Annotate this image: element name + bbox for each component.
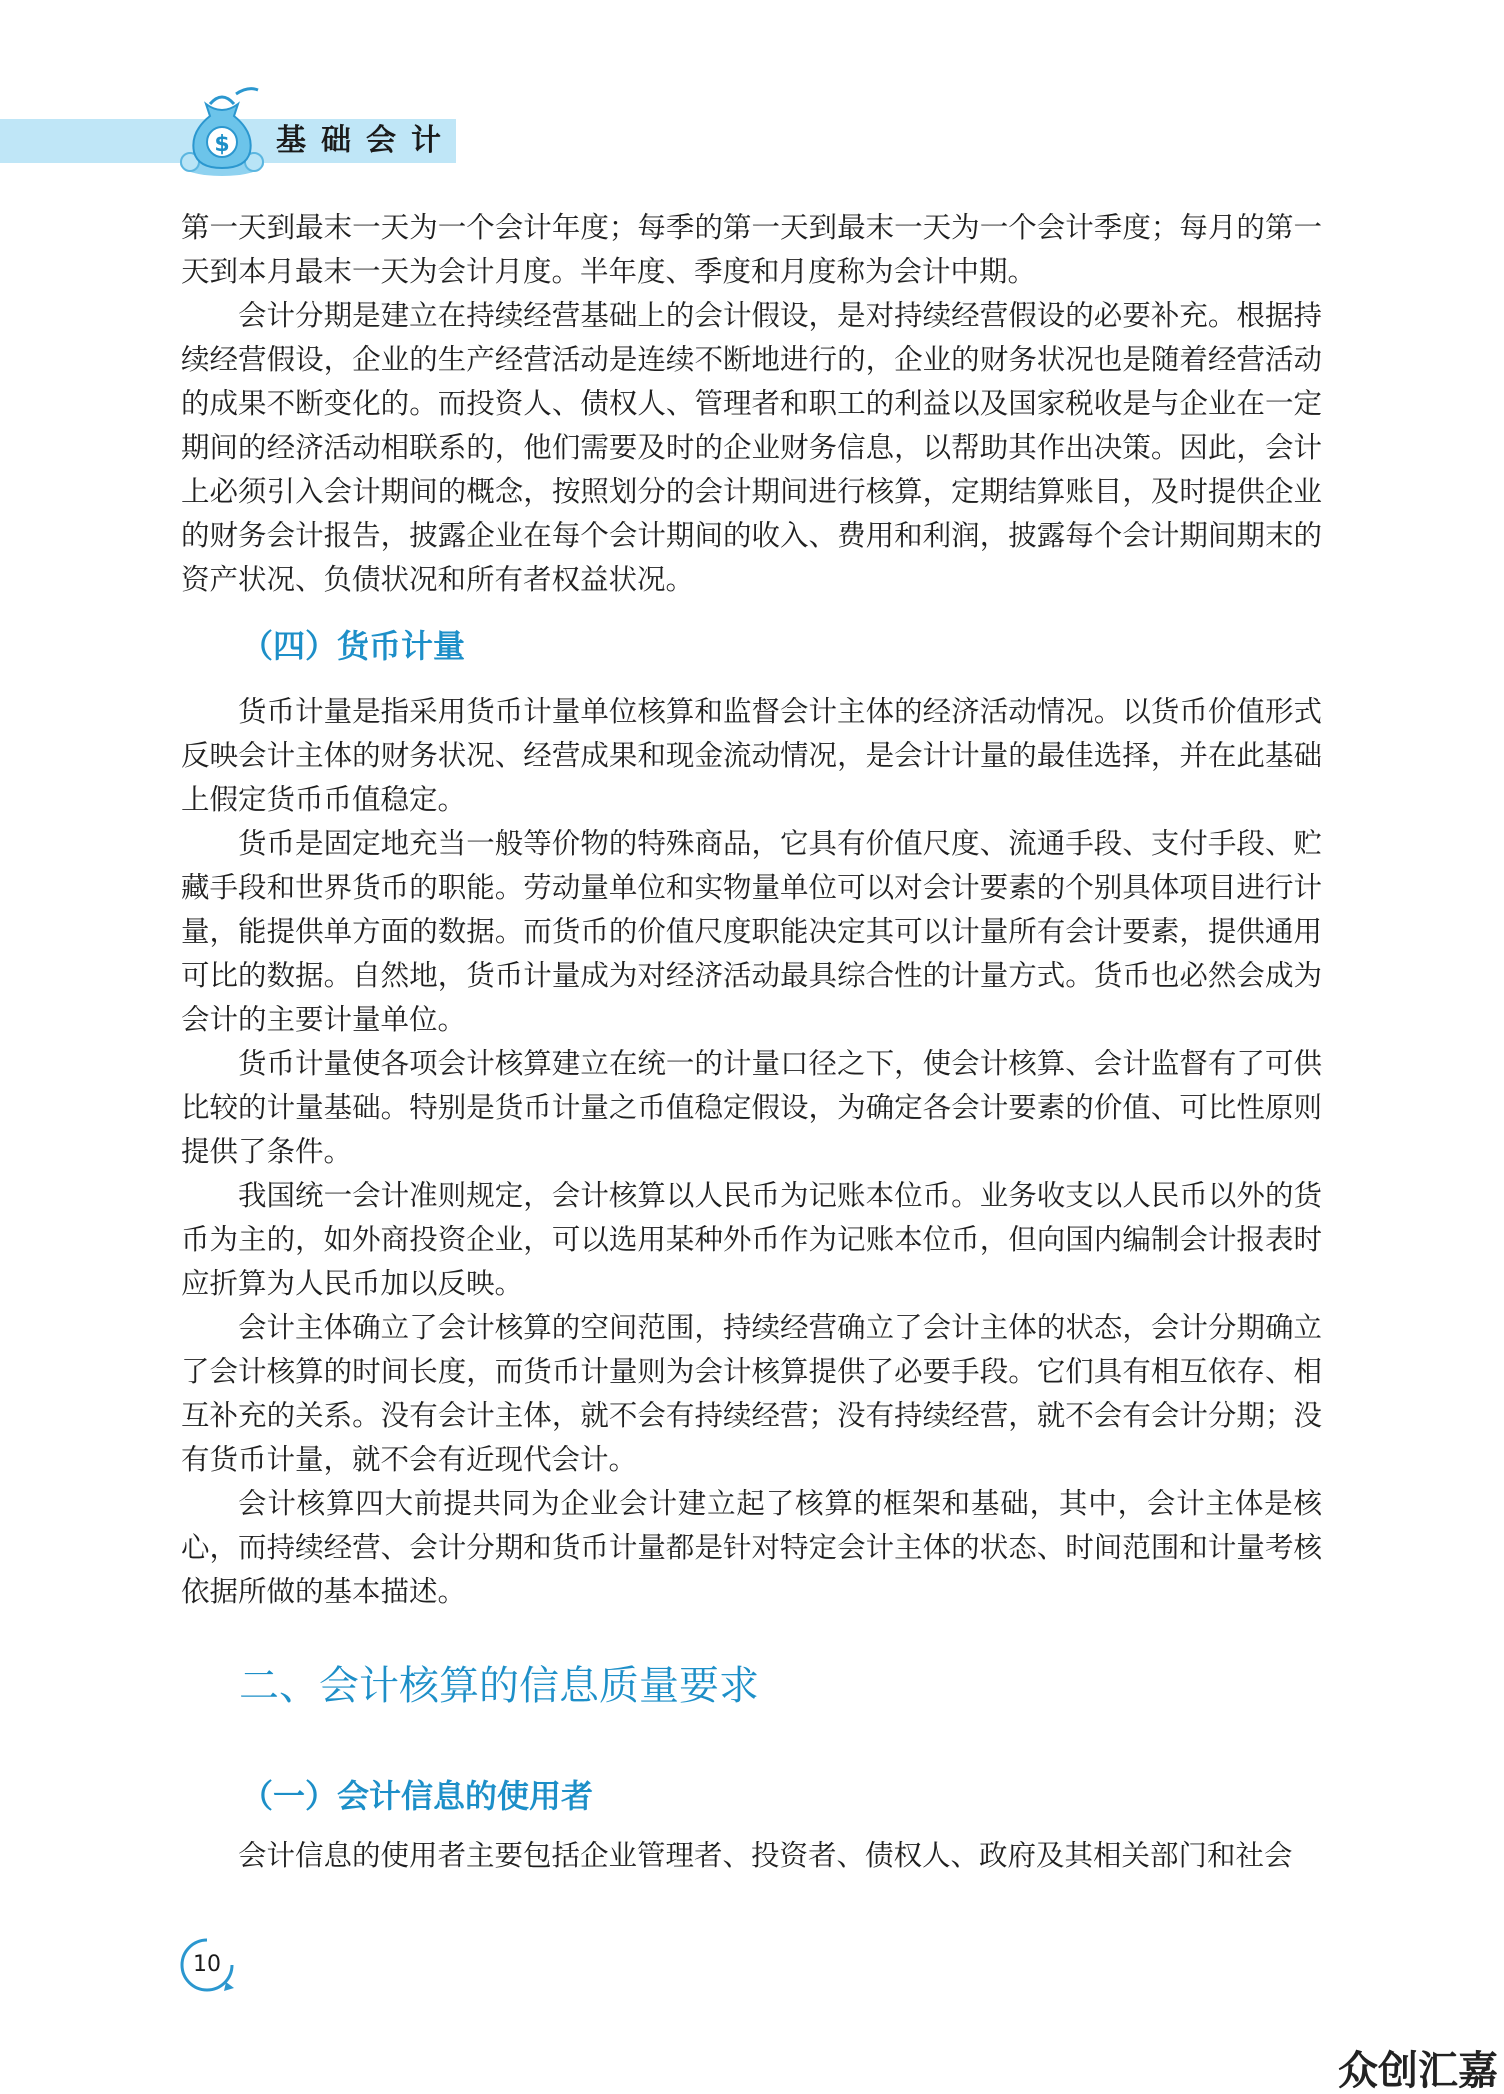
book-title: 基础会计 xyxy=(276,123,456,158)
paragraph-monetary-3: 货币计量使各项会计核算建立在统一的计量口径之下，使会计核算、会计监督有了可供比较的计量基础。特别是货币计量之币值稳定假设，为确定各会计要素的价值、可比性原则提供了条件。 xyxy=(181,1047,1322,1168)
paragraph-monetary-4: 我国统一会计准则规定，会计核算以人民币为记账本位币。业务收支以人民币以外的货币为主的，如外商投资企业，可以选用某种外币作为记账本位币，但向国内编制会计报表时应折算为人民币加以反映。 xyxy=(181,1179,1322,1300)
paragraph-information-users: 会计信息的使用者主要包括企业管理者、投资者、债权人、政府及其相关部门和社会 xyxy=(238,1839,1293,1872)
paragraph-accounting-period: 会计分期是建立在持续经营基础上的会计假设，是对持续经营假设的必要补充。根据持续经营假设，企业的生产经营活动是连续不断地进行的，企业的财务状况也是随着经营活动的成果不断变化的。而投资人、债权人、管理者和职工的利益以及国家税收是与企业在一定期间的经济活动相联系的，他们需要及时的企业财务信息，以帮助其作出决策。因此，会计上必须引入会计期间的概念，按照划分的会计期间进行核算，定期结算账目，及时提供企业的财务会计报告，披露企业在每个会计期间的收入、费用和利润，披露每个会计期间期末的资产状况、负债状况和所有者权益状况。 xyxy=(181,299,1322,596)
section-heading-quality-requirements: 二、会计核算的信息质量要求 xyxy=(239,1663,759,1709)
watermark-logo xyxy=(1326,2040,1504,2094)
paragraph-premises-summary: 会计核算四大前提共同为企业会计建立起了核算的框架和基础，其中，会计主体是核心，而持续经营、会计分期和货币计量都是针对特定会计主体的状态、时间范围和计量考核依据所做的基本描述。 xyxy=(181,1487,1322,1608)
subheading-monetary-measurement: （四）货币计量 xyxy=(241,627,466,665)
paragraph-premises-relation: 会计主体确立了会计核算的空间范围，持续经营确立了会计主体的状态，会计分期确立了会计核算的时间长度，而货币计量则为会计核算提供了必要手段。它们具有相互依存、相互补充的关系。没有会计主体，就不会有持续经营；没有持续经营，就不会有会计分期；没有货币计量，就不会有近现代会计。 xyxy=(181,1311,1322,1476)
paragraph-monetary-2: 货币是固定地充当一般等价物的特殊商品，它具有价值尺度、流通手段、支付手段、贮藏手段和世界货币的职能。劳动量单位和实物量单位可以对会计要素的个别具体项目进行计量，能提供单方面的数据。而货币的价值尺度职能决定其可以计量所有会计要素，提供通用可比的数据。自然地，货币计量成为对经济活动最具综合性的计量方式。货币也必然会成为会计的主要计量单位。 xyxy=(181,827,1322,1036)
money-bag-icon xyxy=(176,82,268,178)
watermark-text: 众创汇嘉 xyxy=(1338,2048,1498,2094)
subheading-information-users: （一）会计信息的使用者 xyxy=(241,1777,594,1815)
page-content xyxy=(181,206,1322,1878)
page-number: 10 xyxy=(193,1952,221,1977)
svg-text:$: $ xyxy=(214,132,230,157)
page-number-badge xyxy=(178,1936,236,1994)
paragraph-period-definition: 第一天到最末一天为一个会计年度；每季的第一天到最末一天为一个会计季度；每月的第一天到本月最末一天为会计月度。半年度、季度和月度称为会计中期。 xyxy=(181,211,1322,288)
paragraph-monetary-1: 货币计量是指采用货币计量单位核算和监督会计主体的经济活动情况。以货币价值形式反映会计主体的财务状况、经营成果和现金流动情况，是会计计量的最佳选择，并在此基础上假定货币币值稳定。 xyxy=(181,695,1322,816)
